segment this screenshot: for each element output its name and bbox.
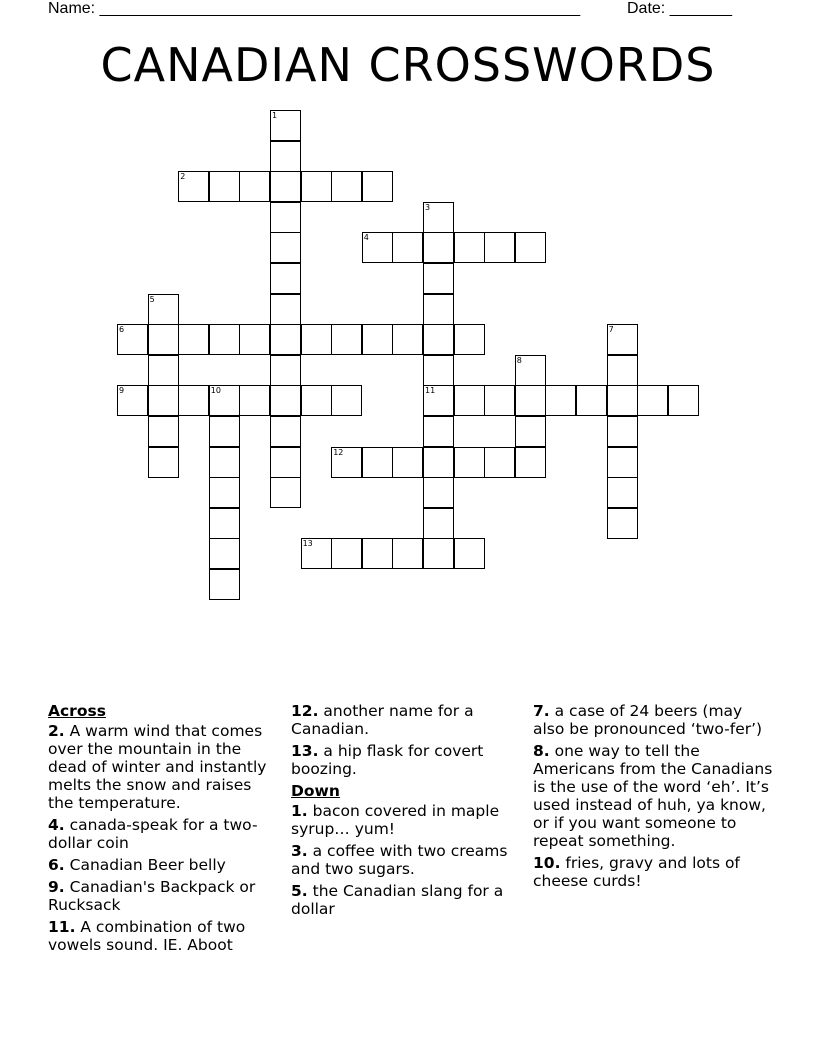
clue-across-9: 9. Canadian's Backpack or Rucksack [48, 878, 256, 914]
grid-cell[interactable] [423, 385, 454, 416]
grid-cell[interactable] [362, 232, 393, 263]
grid-cell[interactable] [331, 385, 362, 416]
grid-cell[interactable] [178, 324, 209, 355]
name-field-label: Name: ______________________________________________________ [48, 0, 581, 17]
grid-cell[interactable] [454, 232, 485, 263]
grid-cell[interactable] [209, 171, 240, 202]
clue-number: 13 [302, 539, 313, 549]
clue-number: 12 [333, 447, 344, 457]
grid-cell[interactable] [148, 416, 179, 447]
grid-cell[interactable] [607, 385, 638, 416]
grid-cell[interactable] [423, 538, 454, 569]
grid-cell[interactable] [209, 447, 240, 478]
grid-cell[interactable] [209, 324, 240, 355]
grid-cell[interactable] [148, 355, 179, 386]
grid-cell[interactable] [392, 447, 423, 478]
grid-cell[interactable] [392, 538, 423, 569]
grid-cell[interactable] [362, 447, 393, 478]
grid-cell[interactable] [515, 232, 546, 263]
grid-cell[interactable] [454, 385, 485, 416]
grid-cell[interactable] [270, 447, 301, 478]
grid-cell[interactable] [209, 569, 240, 600]
grid-cell[interactable] [331, 538, 362, 569]
grid-cell[interactable] [148, 324, 179, 355]
grid-cell[interactable] [270, 202, 301, 233]
grid-cell[interactable] [270, 171, 301, 202]
grid-cell[interactable] [331, 324, 362, 355]
grid-cell[interactable] [239, 385, 270, 416]
grid-cell[interactable] [637, 385, 668, 416]
grid-cell[interactable] [209, 416, 240, 447]
grid-cell[interactable] [270, 477, 301, 508]
grid-cell[interactable] [270, 141, 301, 172]
clue-across-6: 6. Canadian Beer belly [48, 856, 226, 874]
grid-cell[interactable] [301, 324, 332, 355]
grid-cell[interactable] [515, 355, 546, 386]
grid-cell[interactable] [668, 385, 699, 416]
grid-cell[interactable] [484, 232, 515, 263]
grid-cell[interactable] [423, 477, 454, 508]
grid-cell[interactable] [301, 538, 332, 569]
date-field-label: Date: _______ [627, 0, 732, 17]
grid-cell[interactable] [239, 171, 270, 202]
grid-cell[interactable] [515, 385, 546, 416]
grid-cell[interactable] [270, 232, 301, 263]
clue-across-4: 4. canada-speak for a two-dollar coin [48, 816, 258, 852]
clues-column-1 [48, 702, 280, 958]
grid-cell[interactable] [484, 447, 515, 478]
grid-cell[interactable] [117, 324, 148, 355]
grid-cell[interactable] [607, 416, 638, 447]
grid-cell[interactable] [117, 385, 148, 416]
grid-cell[interactable] [392, 232, 423, 263]
grid-cell[interactable] [423, 263, 454, 294]
grid-cell[interactable] [148, 385, 179, 416]
clues-column-3 [533, 702, 773, 894]
clue-number: 5 [149, 294, 155, 304]
grid-cell[interactable] [607, 508, 638, 539]
grid-cell[interactable] [454, 538, 485, 569]
grid-cell[interactable] [454, 447, 485, 478]
grid-cell[interactable] [607, 355, 638, 386]
grid-cell[interactable] [270, 110, 301, 141]
grid-cell[interactable] [392, 324, 423, 355]
clue-number: 2 [180, 172, 186, 182]
grid-cell[interactable] [301, 171, 332, 202]
clue-across-13: 13. a hip flask for covert boozing. [291, 742, 484, 778]
clues-column-2 [291, 702, 521, 922]
grid-cell[interactable] [331, 171, 362, 202]
grid-cell[interactable] [607, 447, 638, 478]
clue-number: 9 [119, 386, 125, 396]
across-heading: Across [48, 702, 106, 720]
grid-cell[interactable] [362, 324, 393, 355]
grid-cell[interactable] [209, 477, 240, 508]
grid-cell[interactable] [423, 508, 454, 539]
grid-cell[interactable] [209, 538, 240, 569]
clue-down-10: 10. fries, gravy and lots of cheese curds! [533, 854, 740, 890]
grid-cell[interactable] [270, 416, 301, 447]
clue-number: 8 [516, 355, 522, 365]
grid-cell[interactable] [331, 447, 362, 478]
clue-across-11: 11. A combination of two vowels sound. IE. Aboot [48, 918, 246, 954]
clue-number: 11 [425, 386, 436, 396]
grid-cell[interactable] [423, 416, 454, 447]
grid-cell[interactable] [484, 385, 515, 416]
clue-number: 4 [363, 233, 369, 243]
grid-cell[interactable] [148, 294, 179, 325]
grid-cell[interactable] [270, 263, 301, 294]
grid-cell[interactable] [301, 385, 332, 416]
grid-cell[interactable] [178, 171, 209, 202]
grid-cell[interactable] [178, 385, 209, 416]
grid-cell[interactable] [423, 355, 454, 386]
grid-cell[interactable] [423, 447, 454, 478]
grid-cell[interactable] [607, 324, 638, 355]
clue-across-12: 12. another name for a Canadian. [291, 702, 474, 738]
clue-number: 3 [425, 202, 431, 212]
grid-cell[interactable] [576, 385, 607, 416]
grid-cell[interactable] [209, 385, 240, 416]
clue-across-2: 2. A warm wind that comes over the mountain in the dead of winter and instantly melts the snow and raises the temperature. [48, 722, 267, 812]
clue-number: 1 [272, 111, 278, 120]
clue-down-1: 1. bacon covered in maple syrup… yum! [291, 802, 500, 838]
clue-down-7: 7. a case of 24 beers (may also be pronounced ‘two-fer’) [533, 702, 763, 738]
grid-cell[interactable] [545, 385, 576, 416]
grid-cell[interactable] [362, 538, 393, 569]
grid-cell[interactable] [423, 324, 454, 355]
grid-cell[interactable] [454, 324, 485, 355]
grid-cell[interactable] [270, 294, 301, 325]
grid-cell[interactable] [423, 232, 454, 263]
grid-cell[interactable] [209, 508, 240, 539]
grid-cell[interactable] [362, 171, 393, 202]
page-title: CANADIAN CROSSWORDS [100, 38, 716, 92]
down-heading: Down [291, 782, 340, 800]
grid-cell[interactable] [270, 385, 301, 416]
clue-down-5: 5. the Canadian slang for a dollar [291, 882, 504, 918]
clue-number: 7 [608, 325, 614, 335]
grid-cell[interactable] [607, 477, 638, 508]
grid-cell[interactable] [423, 294, 454, 325]
clue-number: 10 [210, 386, 221, 396]
clue-down-3: 3. a coffee with two creams and two sugars. [291, 842, 508, 878]
grid-cell[interactable] [148, 447, 179, 478]
grid-cell[interactable] [270, 324, 301, 355]
grid-cell[interactable] [515, 447, 546, 478]
clue-down-8: 8. one way to tell the Americans from the Canadians is the use of the word ‘eh’. It’s used instead of huh, ya know, or if you want someone to repeat something. [533, 742, 773, 850]
clue-number: 6 [119, 325, 125, 335]
grid-cell[interactable] [239, 324, 270, 355]
grid-cell[interactable] [270, 355, 301, 386]
grid-cell[interactable] [515, 416, 546, 447]
grid-cell[interactable] [423, 202, 454, 233]
